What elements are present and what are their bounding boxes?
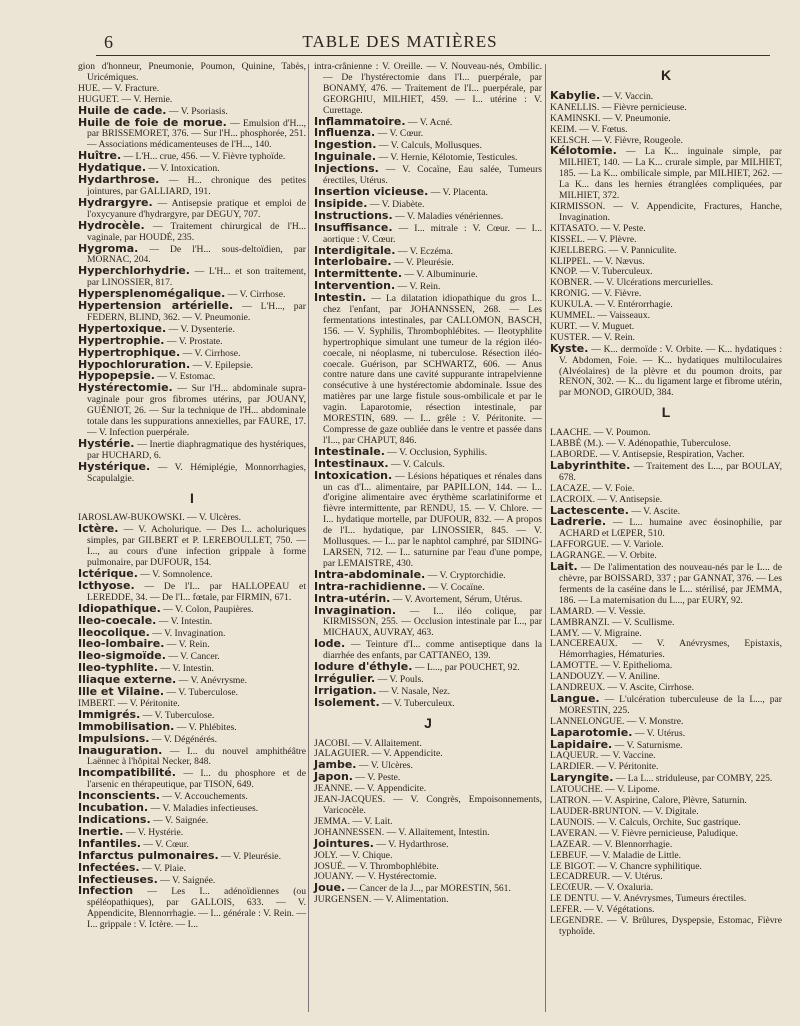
entry-headword: Hypochloruration. [78, 357, 191, 371]
entry-text: LANNELONGUE. — V. Monstre. [550, 715, 684, 727]
entry-text: KUMMEL. — Vaisseaux. [550, 310, 651, 322]
entry-text: KUKULA. — V. Entérorrhagie. [550, 299, 673, 311]
entry-headword: Lapidaire. [550, 737, 613, 751]
entry-headword: Ille et Vilaine. [78, 685, 164, 699]
entry-headword: Immobilisation. [78, 719, 175, 733]
index-entry [78, 383, 306, 439]
index-entry [314, 795, 542, 817]
entry-text: — V. Hydarthrose. [376, 838, 449, 850]
entry-headword: Instructions. [314, 208, 393, 222]
entry-headword: Hypertoxique. [78, 321, 167, 335]
entry-headword: Inauguration. [78, 743, 163, 757]
entry-text: — V. Vaccin. [602, 90, 654, 102]
entry-headword: Irrigation. [314, 683, 377, 697]
entry-text: HUGUET. — V. Hernie. [78, 93, 173, 105]
entry-headword: Intestin. [314, 291, 367, 305]
entry-text: LE DENTU. — V. Anévrysmes, Tumeurs érectiles. [550, 893, 747, 905]
index-entry [78, 175, 306, 198]
entry-text: — De l'alimentation des nouveau-nés par le L... de chèvre, par BOISSARD, 337 ; par GANNAT, 376. — Les ferments de la caséine dans le L... stérilisé, par JEMMA, 186. — La maternisation du L..., par EURY, 92. [559, 562, 782, 606]
entry-text: LANCEREAUX. — V. Anévrysmes, Epistaxis, Hémorrhagies, Hématuries. [550, 638, 782, 661]
entry-headword: Inguinale. [314, 150, 377, 164]
entry-text: JOLY. — V. Chique. [314, 849, 393, 861]
index-entry [78, 524, 306, 569]
entry-headword: Ingestion. [314, 138, 377, 152]
index-entry [78, 266, 306, 289]
entry-text: — V. Avortement, Sérum, Utérus. [392, 593, 523, 605]
entry-headword: Infarctus pulmonaires. [78, 848, 219, 862]
entry-text: JOHANNESSEN. — V. Allaitement, Intestin. [314, 826, 490, 838]
index-entry [550, 916, 782, 938]
index-entry [550, 517, 782, 540]
entry-text: — V. Peste. [355, 772, 401, 784]
entry-text: — V. Hémiplégie, Monnorrhagies, Scapulalgie. [87, 461, 306, 484]
entry-headword: Interlobaire. [314, 255, 392, 269]
header-rule [96, 55, 770, 56]
index-entry [78, 436, 307, 462]
entry-headword: Hystérie. [78, 436, 135, 450]
entry-text: — V. Maladies infectieuses. [150, 803, 259, 815]
entry-text: KOBNER. — V. Ulcérations mercurielles. [550, 277, 713, 289]
entry-headword: Iliaque externe. [78, 673, 177, 687]
entry-headword: Irrégulier. [314, 671, 376, 685]
entry-headword: Intra-rachidienne. [314, 579, 426, 593]
entry-headword: Influenza. [314, 126, 376, 140]
entry-text: KRONIG. — V. Fièvre. [550, 288, 642, 300]
entry-text: — V. Cirrhose. [227, 289, 286, 301]
entry-text: KISSEL. — V. Plèvre. [550, 233, 637, 245]
entry-text: — L..., par POUCHET, 92. [414, 662, 520, 674]
index-entry [78, 218, 306, 244]
entry-headword: Indications. [78, 813, 151, 826]
entry-headword: Labyrinthite. [550, 458, 631, 472]
index-entry [314, 220, 542, 246]
entry-headword: Invagination. [314, 603, 397, 617]
page-number: 6 [104, 32, 113, 52]
entry-headword: Lait. [550, 560, 578, 574]
entry-text: LEFER. — V. Végétations. [550, 904, 655, 916]
entry-text: — Sur l'H... abdominale supra-vaginale pour gros fibromes utérins, par JOUANY, GUÉNIOT, 26. — Sur la technique de l'H... abdominale totale dans les suppurations annexielles, par FAURE, 17. — V. Infection puerpérale. [87, 383, 307, 438]
entry-headword: Hydatique. [78, 161, 147, 175]
entry-headword: Immigrés. [78, 707, 141, 721]
entry-text: KANELLIS. — Fièvre pernicieuse. [550, 101, 687, 113]
entry-headword: Insertion vicieuse. [314, 184, 429, 198]
entry-headword: Hypertrophie. [78, 333, 165, 347]
entry-text: — Les I... adénoïdiennes (ou spéléopathiques), par GALLOIS, 633. — V. Appendicite, Blennorrhagie. — I... générale : V. Rein. — I... grippale : V. Ictère. — I... [87, 886, 306, 931]
entry-text: — L'H... et son traitement, par LINOSSIER, 817. [87, 266, 306, 289]
entry-text: LARDIER. — V. Péritonite. [550, 761, 659, 773]
entry-text: — V. Dysenterie. [168, 323, 235, 335]
entry-headword: Hydrargyre. [78, 195, 153, 209]
entry-text: — V. Cancer. [168, 651, 220, 663]
entry-text: — V. Estomac. [157, 371, 216, 383]
entry-headword: Infantiles. [78, 836, 141, 850]
section-letter: L [661, 404, 671, 421]
index-entry [314, 872, 542, 883]
entry-headword: Isolement. [314, 695, 380, 709]
column-divider [308, 64, 309, 1012]
entry-text: LEGENDRE. — V. Brûlures, Dyspepsie, Estomac, Fièvre typhoïde. [550, 915, 782, 937]
entry-text: — V. Cirrhose. [182, 347, 241, 359]
entry-text: LATRON. — V. Aspirine, Calore, Plèvre, Saturnin. [550, 795, 747, 807]
entry-text: LECŒUR. — V. Oxaluria. [550, 882, 654, 894]
entry-text: — L... humaine avec éosinophilie, par ACHARD et LŒPER, 510. [559, 517, 782, 540]
entry-headword: Hypertension artérielle. [78, 299, 234, 313]
entry-text: — V. Utérus. [634, 727, 686, 739]
entry-text: KIRMISSON. — V. Appendicite, Fractures, Hanche, Invagination. [550, 200, 782, 223]
entry-headword: Hydrocèle. [78, 218, 145, 232]
entry-headword: Inertie. [78, 824, 124, 838]
entry-text: — V. Dégénérés. [151, 733, 218, 745]
entry-text: — V. Tuberculose. [142, 709, 215, 721]
entry-headword: Inconscients. [78, 789, 160, 803]
index-entry [78, 195, 306, 221]
entry-text: — V. Epilepsie. [192, 359, 253, 371]
entry-text: KURT. — V. Muguet. [550, 320, 635, 332]
entry-text: — Traitement chirurgical de l'H... vaginale, par HOUDÉ, 235. [87, 220, 306, 243]
entry-text: LAMBRANZI. — V. Scullisme. [550, 616, 675, 628]
entry-headword: Laryngite. [550, 771, 614, 785]
entry-text: — V. Intoxication. [148, 163, 220, 175]
entry-headword: Ileo-coecale. [78, 613, 157, 627]
entry-text: — I... mitrale : V. Cœur. — I... aortique : V. Cœur. [323, 222, 542, 245]
index-column-1 [78, 62, 306, 931]
entry-text: — La dilatation idiopathique du gros I... chez l'enfant, par JOHANNSSEN, 268. — Les fermentations intestinales, par CALLOMON, BASCH, 156. — V. Syphilis, Thrombophlébites. — Ileotyphlite hypertrophique simulant une tumeur de la région iléo-coecale, ni néoplasme, ni tuberculose. Résection iléo-coecale. Guérison, par SCHWARTZ, 606. — Anus contre nature dans une cavité suppurante intrapelvienne consécutive à une hystérectomie abdominale. Issue des matières par une large fistule sous-ombilicale et par le vagin. Laparotomie, résection intestinale, par MORESTIN, 689. — I... grêle : V. Péritonite. — Compresse de gaze oubliée dans le ventre et passée dans l'I..., par CHAPUT, 846. [323, 293, 542, 446]
index-entry [78, 62, 306, 84]
index-entry [78, 768, 306, 791]
index-entry [550, 551, 782, 562]
entry-headword: Kabylie. [550, 88, 601, 102]
entry-text: JEANNE. — V. Appendicite. [314, 783, 427, 795]
entry-text: — V. Acholurique. — Des I... acholuriques simples, par GILBERT et P. LEREBOULLET, 750. — I..., au cours d'une infection grippale à forme pulmonaire, par DUFOUR, 154. [87, 524, 306, 569]
entry-text: KUSTER. — V. Rein. [550, 331, 635, 343]
entry-text: — V. Saignée. [153, 815, 209, 826]
entry-text: — V. Intestin. [158, 615, 213, 627]
entry-text: LAMY. — V. Migraine. [550, 627, 642, 639]
index-entry [314, 293, 542, 447]
entry-headword: Intoxication. [314, 468, 393, 482]
entry-text: — V. Colon, Paupières. [163, 603, 254, 615]
entry-headword: Japon. [314, 770, 353, 784]
entry-headword: Intestinaux. [314, 456, 389, 470]
entry-text: — V. Diabète. [369, 198, 425, 210]
entry-text: KELSCH. — V. Fièvre, Rougeole. [550, 134, 683, 146]
entry-headword: Insipide. [314, 196, 368, 210]
entry-headword: Incompatibilité. [78, 766, 176, 780]
entry-headword: Ictère. [78, 522, 119, 536]
section-letter: K [660, 67, 672, 83]
entry-headword: Intestinale. [314, 444, 385, 458]
entry-text: — V. Hystérie. [125, 826, 184, 838]
entry-text: — Teinture d'I... comme antiseptique dans la diarrhée des enfants, par CATTANEO, 139. [323, 639, 542, 662]
entry-text: — V. Cocaïne. [428, 581, 485, 593]
entry-text: — V. Pleurésie. [221, 850, 281, 862]
entry-text: — V. Pleurésie. [393, 257, 454, 269]
index-entry [78, 459, 306, 485]
entry-headword: Insuffisance. [314, 220, 393, 234]
entry-text: — V. Invagination. [152, 627, 226, 639]
entry-text: KAMINSKI. — V. Pneumonie. [550, 112, 671, 124]
index-entry [550, 146, 782, 202]
entry-text: LAACHE. — V. Poumon. [550, 427, 651, 439]
entry-text: — La L... striduleuse, par COMBY, 225. [615, 773, 773, 785]
entry-text: LAMARD. — V. Vessie. [550, 605, 646, 617]
index-entry [78, 301, 306, 324]
entry-text: — Lésions hépatiques et rénales dans un cas d'I... alimentaire, par PAPILLON, 144. — I... d'origine alimentaire avec érythème scarlatiniforme et fièvre intermittente, par RENDU, 15. — V. Chlore. — I... hydatique mortelle, par DUFOUR, 832. — A propos de l'I... hydatique, par LINOSSIER, 845. — V. Mollusques. — I... par le naphtol camphré, par SIDING-LARSEN, 712. — I... saturnine par l'eau d'une pompe, par LEMAISTRE, 430. [323, 470, 542, 569]
section-letter: J [424, 714, 432, 731]
index-entry [314, 62, 542, 117]
entry-text: — V. Rein. [397, 281, 441, 293]
entry-text: — V. Acné. [407, 116, 453, 128]
index-entry [314, 639, 542, 662]
entry-headword: Huile de foie de morue. [78, 115, 227, 129]
entry-text: LANDOUZY. — V. Aniline. [550, 671, 660, 683]
page-title: TABLE DES MATIÈRES [302, 32, 498, 51]
entry-text: LAUNOIS. — V. Calculs, Orchite, Suc gastrique. [550, 816, 741, 828]
entry-text: LABORDE. — V. Antisepsie, Respiration, Vacher. [550, 449, 745, 460]
index-entry [550, 562, 782, 607]
entry-text: — I... iléo colique, par KIRMISSON, 255. — Occlusion intestinale par I..., par MICHAUX, AUVRAY, 463. [323, 605, 542, 639]
entry-text: — L'ulcération tuberculeuse de la L..., par MORESTIN, 225. [559, 693, 783, 716]
entry-text: HUE. — V. Fracture. [78, 82, 160, 94]
entry-text: — L'H... crue, 456. — V. Fièvre typhoïde. [123, 151, 286, 163]
entry-text: — V. Calculs. [390, 458, 445, 470]
entry-text: JACOBI. — V. Allaitement. [314, 737, 422, 749]
entry-text: KEIM. — V. Fœtus. [550, 123, 628, 135]
entry-text: — V. Accouchements. [162, 791, 248, 803]
index-entry [550, 202, 782, 224]
entry-text: — L'H..., par FEDERN, BLIND, 362. — V. Pneumonie. [87, 301, 306, 323]
entry-text: — V. Ulcères. [358, 760, 413, 772]
entry-headword: Jambe. [314, 758, 357, 772]
entry-text: LAQUEUR. — V. Vaccine. [550, 750, 656, 762]
entry-text: KJELLBERG. — V. Panniculite. [550, 244, 677, 256]
entry-headword: Interdigitale. [314, 243, 396, 257]
entry-text: — V. Phlébites. [176, 721, 237, 733]
entry-text: LACAZE. — V. Foie. [550, 482, 635, 494]
entry-text: JALAGUIER. — V. Appendicite. [314, 748, 443, 760]
entry-text: LE BIGOT. — V. Chancre syphilitique. [550, 860, 702, 872]
entry-text: — Emulsion d'H..., par BRISSEMORET, 376. — Sur l'H... phosphorée, 251. — Associations médicamenteuses de l'H..., 140. [87, 117, 307, 151]
entry-headword: Intermittente. [314, 267, 403, 281]
entry-text: LAFFORGUE. — V. Variole. [550, 539, 664, 551]
entry-text: — V. Pouls. [377, 673, 424, 685]
entry-headword: Hystérique. [78, 459, 151, 473]
index-entry [78, 578, 306, 604]
entry-text: — V. Tuberculose. [166, 687, 239, 699]
entry-headword: Ileocolique. [78, 625, 150, 639]
entry-headword: Infection [78, 884, 134, 898]
entry-text: LAGRANGE. — V. Orbite. [550, 550, 657, 562]
entry-text: — V. Eczéma. [397, 245, 453, 257]
entry-headword: Infectées. [78, 860, 140, 874]
entry-text: JEAN-JACQUES. — V. Congrès, Empoisonnements, Varicocèle. [314, 794, 542, 816]
entry-headword: Ileo-sigmoïde. [78, 649, 166, 663]
entry-headword: Hydarthrose. [78, 173, 160, 187]
entry-text: — V. Rein. [166, 639, 210, 651]
entry-text: — H... chronique des petites jointures, par GALLIARD, 191. [87, 175, 306, 197]
entry-text: — I... du nouvel amphithéâtre Laënnec à l'hôpital Necker, 848. [87, 745, 307, 768]
entry-headword: Joue. [314, 881, 346, 895]
entry-text: — V. Cryptorchidie. [427, 569, 506, 581]
entry-headword: Icthyose. [78, 578, 135, 592]
entry-text: LEBEUF. — V. Maladie de Little. [550, 849, 682, 861]
index-entry [550, 341, 782, 400]
entry-text: — Traitement des L..., par BOULAY, 678. [559, 460, 783, 483]
index-entry [314, 603, 542, 640]
entry-text: JEMMA. — V. Lait. [314, 815, 393, 827]
index-entry [314, 164, 542, 187]
entry-text: — Inertie diaphragmatique des hystériques, par HUCHARD, 6. [87, 438, 307, 461]
entry-headword: Ileo-lombaire. [78, 637, 165, 651]
entry-text: — V. Occlusion, Syphilis. [387, 446, 488, 458]
entry-text: — V. Intestin. [160, 663, 214, 675]
entry-text: LATOUCHE. — V. Lipome. [550, 784, 660, 796]
entry-headword: Idiopathique. [78, 601, 161, 615]
entry-headword: Incubation. [78, 801, 149, 815]
entry-text: — V. Maladies vénériennes. [395, 210, 504, 222]
entry-text: JOSUÉ. — V. Thrombophlébite. [314, 860, 439, 872]
entry-headword: Kyste. [550, 341, 589, 355]
index-entry [78, 241, 306, 267]
index-entry [78, 115, 307, 152]
entry-headword: Iodure d'éthyle. [314, 660, 413, 674]
entry-headword: Intra-abdominale. [314, 567, 426, 581]
entry-text: — V. Calculs, Mollusques. [378, 140, 482, 152]
entry-text: KITASATO. — V. Peste. [550, 222, 646, 234]
entry-text: — V. Cœur. [377, 128, 424, 140]
entry-headword: Ileo-typhlite. [78, 661, 159, 675]
entry-text: JOUANY. — V. Hystérectomie. [314, 871, 437, 883]
entry-headword: Intervention. [314, 279, 396, 293]
entry-text: — V. Hernie, Kélotomie, Testicules. [378, 152, 518, 164]
index-entry [314, 468, 542, 570]
entry-text: — Antisepsie pratique et emploi de l'oxycyanure d'hydrargyre, par DEGUY, 707. [87, 197, 306, 220]
index-entry [78, 743, 307, 769]
entry-headword: Jointures. [314, 836, 374, 850]
index-column-3 [550, 62, 782, 938]
entry-text: — V. Saturnisme. [614, 739, 683, 751]
entry-text: — V. Cœur. [143, 838, 189, 850]
entry-text: gion d'honneur, Pneumonie, Poumon, Quinine, Tabès, Uricémiques. [78, 61, 306, 83]
entry-text: intra-crânienne : V. Oreille. — V. Nouveau-nés, Ombilic. — De l'hystérectomie dans l'I... puerpérale, par BONAMY, 476. — Traitement de l'I... puerpérale, par GEORGHIU, MILHIET, 459. — I... utérine : V. Curettage. [314, 61, 542, 116]
section-letter: I [190, 489, 194, 506]
entry-text: — V. Anévrysme. [178, 675, 248, 687]
entry-text: — V. Plaie. [142, 862, 186, 874]
entry-headword: Infectieuses. [78, 872, 158, 886]
entry-text: — V. Somnolence. [140, 568, 213, 580]
entry-text: LACROIX. — V. Antisepsie. [550, 493, 663, 505]
entry-text: — V. Placenta. [430, 186, 488, 198]
entry-text: — De l'H... sous-deltoïdien, par MORNAC, 204. [87, 243, 306, 266]
entry-text: — V. Albuminurie. [404, 269, 478, 281]
entry-text: — V. Cocaïne, Eau salée, Tumeurs érectiles, Utérus. [323, 164, 542, 187]
entry-headword: Huile de cade. [78, 103, 167, 117]
index-entry [314, 895, 542, 906]
entry-text: LABBÉ (M.). — V. Adénopathie, Tuberculose. [550, 438, 731, 450]
entry-headword: Langue. [550, 691, 600, 705]
entry-headword: Hygroma. [78, 241, 139, 255]
entry-headword: Hyperchlorhydrie. [78, 264, 190, 278]
entry-text: LANDREUX. — V. Ascite, Cirrhose. [550, 682, 695, 694]
entry-text: KNOP. — V. Tuberculeux. [550, 266, 653, 278]
entry-text: — La K... inguinale simple, par MILHIET, 140. — La K... crurale simple, par MILHIET, 185. — La K... ombilicale simple, par MILHIET, 262. — La K... dans les hernies étranglées compliquées, par MILHIET, 372. [559, 146, 782, 202]
entry-text: — I... du phosphore et de l'arsenic en thérapeutique, par TISON, 649. [87, 768, 306, 791]
entry-headword: Iode. [314, 637, 346, 651]
index-entry [314, 695, 542, 710]
entry-text: — K... dermoïde : V. Orbite. — K... hydatiques : V. Abdomen, Foie. — K... hydatiques multiloculaires (Alvéolaires) de la plèvre et du poumon droits, par RENON, 302. — K... du ligament large et fibrome utérin, par MONOD, GIROUD, 384. [559, 343, 782, 399]
entry-text: — Cancer de la J..., par MORESTIN, 561. [347, 883, 511, 895]
entry-headword: Kélotomie. [550, 144, 617, 158]
entry-text: — De l'I... par HALLOPEAU et LEREDDE, 34. — De l'I... fœtale, par FIRMIN, 671. [87, 580, 306, 603]
index-entry [550, 691, 783, 717]
index-entry [550, 639, 782, 661]
entry-text: LAUDER-BRUNTON. — V. Digitale. [550, 806, 699, 817]
entry-text: KLIPPEL. — V. Nævus. [550, 255, 645, 267]
entry-headword: Inflammatoire. [314, 114, 406, 128]
entry-headword: Huître. [78, 149, 122, 163]
entry-text: — V. Psoriasis. [168, 105, 228, 117]
index-entry [78, 886, 306, 931]
entry-text: — V. Saignée. [160, 874, 216, 886]
entry-headword: Ladrerie. [550, 515, 607, 529]
entry-text: LAZEAR. — V. Blennorrhagie. [550, 838, 673, 850]
entry-text: LAMOTTE. — V. Epithelioma. [550, 660, 673, 672]
column-divider [545, 64, 546, 1012]
index-column-2 [314, 62, 542, 906]
entry-text: JURGENSEN. — V. Alimentation. [314, 894, 449, 906]
entry-text: IAROSLAW-BUKOWSKI. — V. Ulcères. [78, 512, 242, 524]
entry-text: — V. Ascite. [631, 505, 681, 517]
entry-headword: Ictérique. [78, 566, 138, 580]
entry-text: LECADREUR. — V. Utérus. [550, 871, 663, 883]
entry-headword: Lactescente. [550, 503, 629, 517]
entry-headword: Hypopepsie. [78, 369, 155, 383]
entry-headword: Hystérectomie. [78, 381, 173, 395]
entry-headword: Injections. [314, 162, 379, 176]
entry-headword: Impulsions. [78, 731, 150, 745]
entry-headword: Hypersplenomégalique. [78, 287, 226, 301]
index-entry [550, 458, 783, 484]
entry-text: IMBERT. — V. Péritonite. [78, 697, 180, 709]
entry-text: — V. Nasale, Nez. [379, 685, 451, 697]
entry-headword: Laparotomie. [550, 725, 633, 739]
entry-text: LAVERAN. — V. Fièvre pernicieuse, Paludique. [550, 827, 738, 839]
entry-text: — V. Tuberculeux. [382, 697, 455, 709]
entry-headword: Intra-utérin. [314, 591, 391, 605]
entry-headword: Hypertrophique. [78, 345, 181, 359]
entry-text: — V. Prostate. [166, 335, 223, 347]
